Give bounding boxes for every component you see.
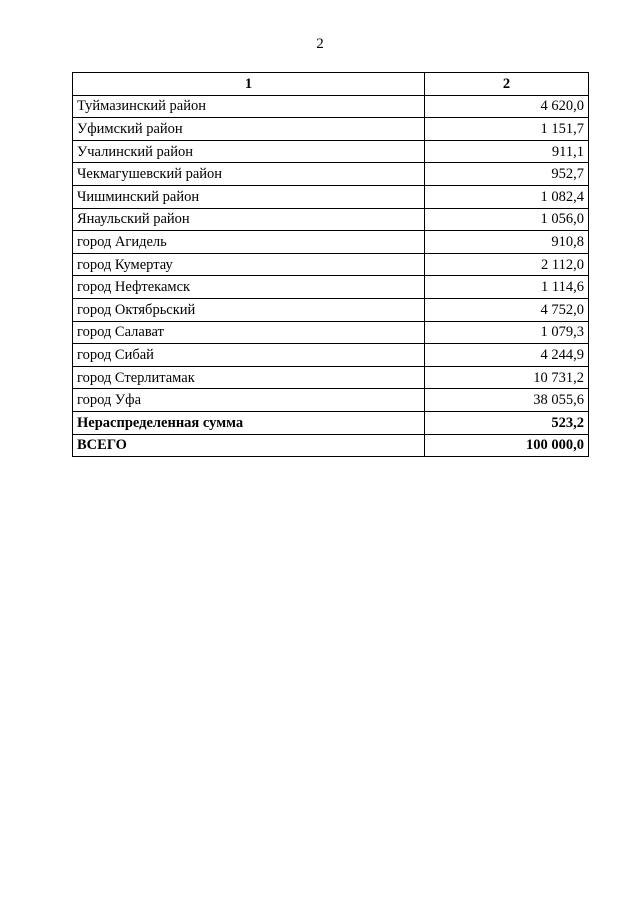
row-name: город Октябрьский [73, 298, 425, 321]
row-name: Янаульский район [73, 208, 425, 231]
row-value: 10 731,2 [425, 366, 589, 389]
allocation-table [72, 72, 589, 457]
row-value: 952,7 [425, 163, 589, 186]
total-row [73, 434, 589, 457]
row-value: 1 079,3 [425, 321, 589, 344]
row-value: 911,1 [425, 140, 589, 163]
page-number: 2 [316, 36, 324, 52]
row-name: город Кумертау [73, 253, 425, 276]
row-name: Уфимский район [73, 118, 425, 141]
table-row [73, 298, 589, 321]
row-name: Учалинский район [73, 140, 425, 163]
table-row [73, 95, 589, 118]
unallocated-label: Нераспределенная сумма [73, 411, 425, 434]
unallocated-row [73, 411, 589, 434]
row-value: 1 151,7 [425, 118, 589, 141]
total-label: ВСЕГО [73, 434, 425, 457]
row-value: 2 112,0 [425, 253, 589, 276]
table-header-row [73, 73, 589, 96]
row-name: город Уфа [73, 389, 425, 412]
row-name: город Нефтекамск [73, 276, 425, 299]
table-row [73, 276, 589, 299]
table-row [73, 321, 589, 344]
table-row [73, 344, 589, 367]
unallocated-value: 523,2 [425, 411, 589, 434]
table-row [73, 389, 589, 412]
row-name: город Салават [73, 321, 425, 344]
column-header-1: 1 [73, 73, 425, 96]
row-name: Туймазинский район [73, 95, 425, 118]
row-name: Чишминский район [73, 185, 425, 208]
row-value: 910,8 [425, 231, 589, 254]
row-name: город Стерлитамак [73, 366, 425, 389]
table-row [73, 185, 589, 208]
row-value: 4 620,0 [425, 95, 589, 118]
row-value: 4 244,9 [425, 344, 589, 367]
table-row [73, 231, 589, 254]
column-header-2: 2 [425, 73, 589, 96]
table-row [73, 118, 589, 141]
row-name: город Сибай [73, 344, 425, 367]
table-row [73, 253, 589, 276]
row-value: 38 055,6 [425, 389, 589, 412]
table-row [73, 208, 589, 231]
table-row [73, 366, 589, 389]
table-row [73, 140, 589, 163]
row-value: 1 114,6 [425, 276, 589, 299]
table-row [73, 163, 589, 186]
table-body [73, 95, 589, 457]
row-name: город Агидель [73, 231, 425, 254]
row-name: Чекмагушевский район [73, 163, 425, 186]
total-value: 100 000,0 [425, 434, 589, 457]
row-value: 1 056,0 [425, 208, 589, 231]
row-value: 1 082,4 [425, 185, 589, 208]
row-value: 4 752,0 [425, 298, 589, 321]
